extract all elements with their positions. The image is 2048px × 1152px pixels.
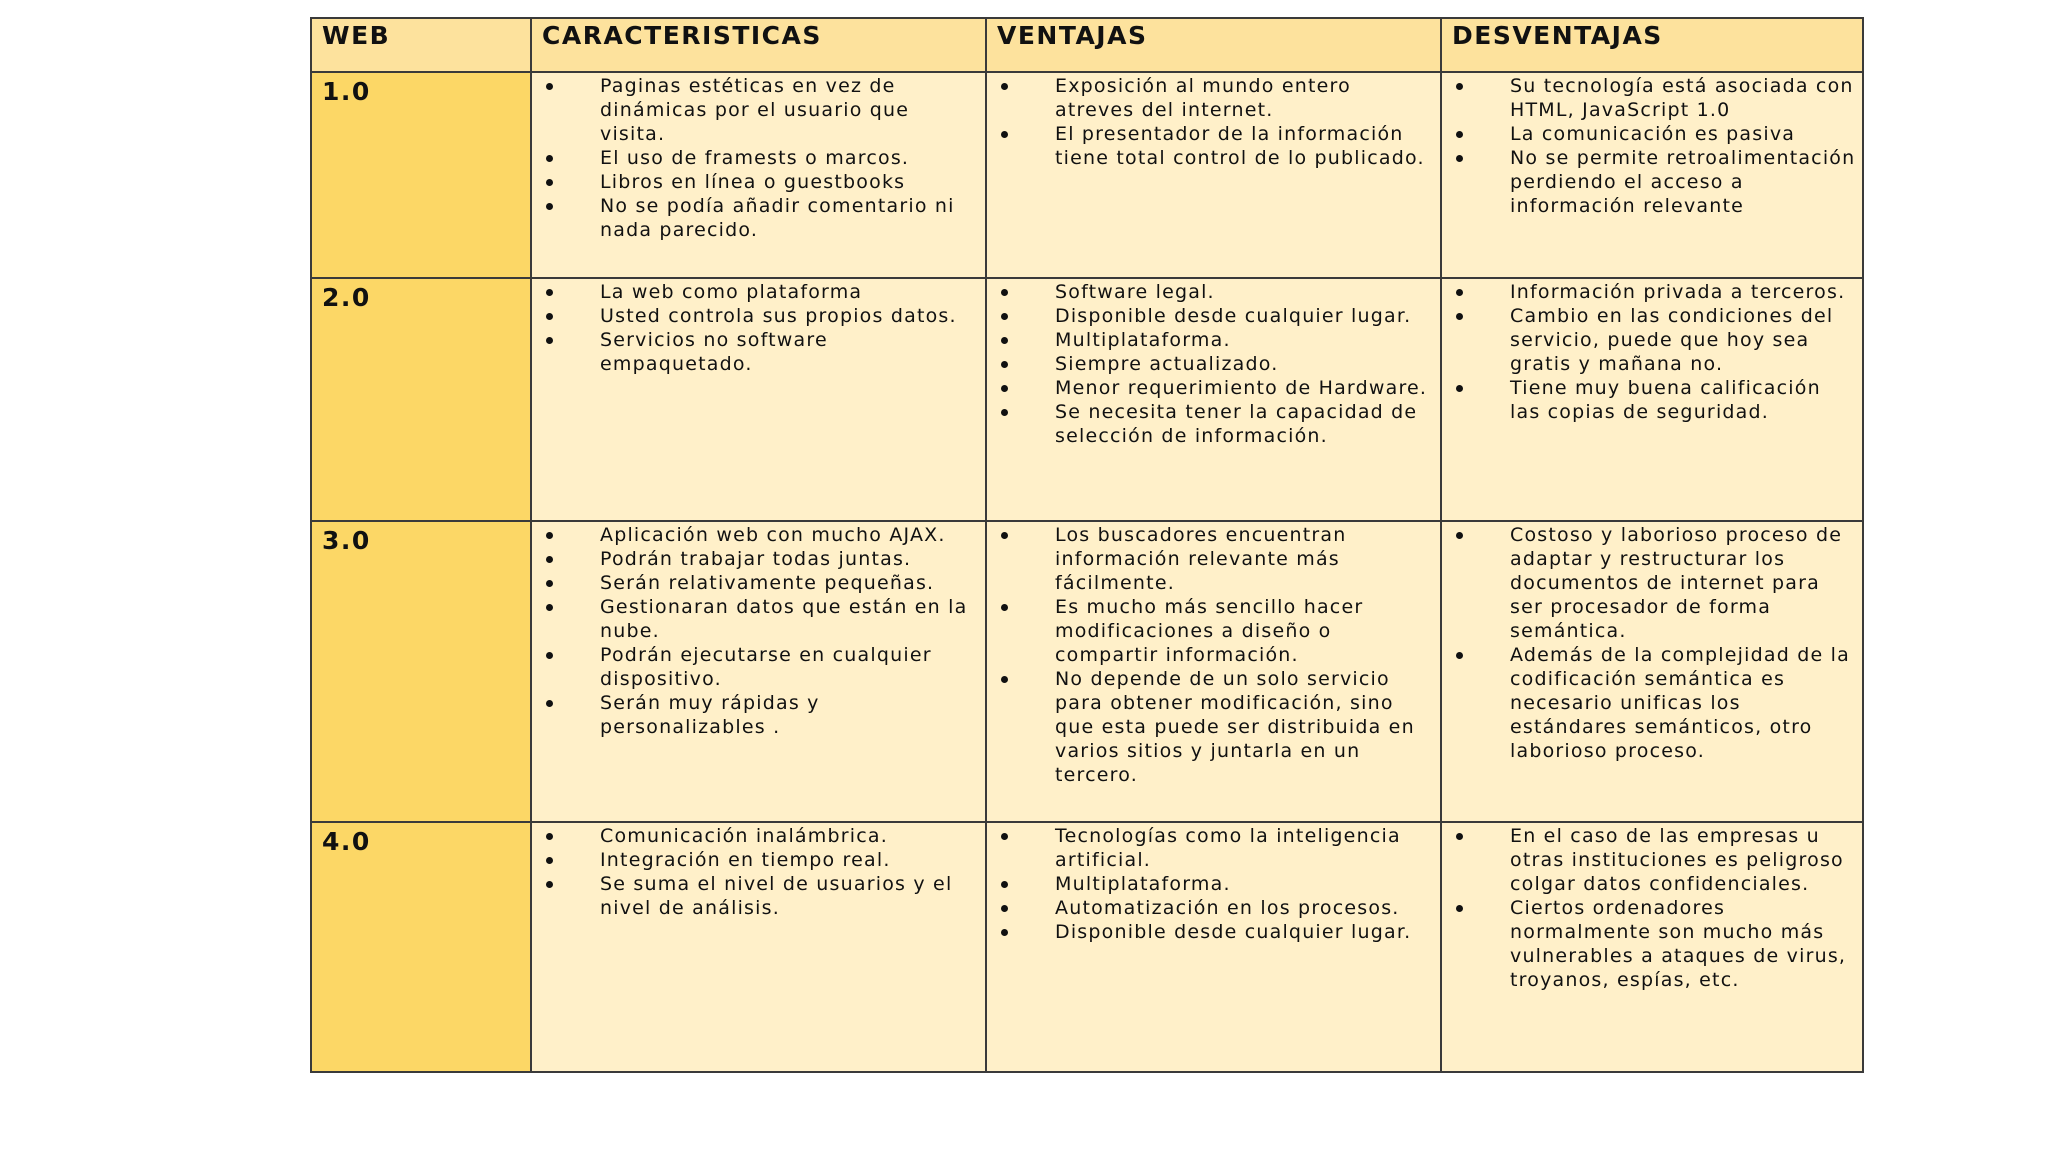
list-item: Siempre actualizado.	[987, 352, 1436, 376]
caracteristicas-cell	[531, 822, 986, 1072]
list-item: Además de la complejidad de la codificación semántica es necesario unificas los estándares semánticos, otro laborioso proceso.	[1442, 643, 1858, 763]
version-cell: 4.0	[311, 822, 531, 1072]
table-row	[311, 72, 1863, 278]
list-item: Usted controla sus propios datos.	[532, 304, 981, 328]
header-desventajas: DESVENTAJAS	[1441, 18, 1863, 72]
list-item: Software legal.	[987, 280, 1436, 304]
list-item: Exposición al mundo entero atreves del internet.	[987, 74, 1436, 122]
list-item: Disponible desde cualquier lugar.	[987, 920, 1436, 944]
caracteristicas-cell	[531, 521, 986, 822]
version-cell: 3.0	[311, 521, 531, 822]
list-item: Serán muy rápidas y personalizables .	[532, 691, 981, 739]
list-item: Servicios no software empaquetado.	[532, 328, 981, 376]
ventajas-cell	[986, 278, 1441, 521]
list-item: No depende de un solo servicio para obtener modificación, sino que esta puede ser distribuida en varios sitios y juntarla en un tercero.	[987, 667, 1436, 787]
desventajas-cell	[1441, 521, 1863, 822]
list-item: Es mucho más sencillo hacer modificaciones a diseño o compartir información.	[987, 595, 1436, 667]
list-item: El presentador de la información tiene total control de lo publicado.	[987, 122, 1436, 170]
list-item: Información privada a terceros.	[1442, 280, 1858, 304]
header-web: WEB	[311, 18, 531, 72]
caracteristicas-cell	[531, 278, 986, 521]
list-item: Se necesita tener la capacidad de selección de información.	[987, 400, 1436, 448]
header-caracteristicas: CARACTERISTICAS	[531, 18, 986, 72]
list-item: Comunicación inalámbrica.	[532, 824, 981, 848]
list-item: Costoso y laborioso proceso de adaptar y restructurar los documentos de internet para ser procesador de forma semántica.	[1442, 523, 1858, 643]
version-cell: 1.0	[311, 72, 531, 278]
list-item: Multiplataforma.	[987, 328, 1436, 352]
list-item: No se podía añadir comentario ni nada parecido.	[532, 194, 981, 242]
ventajas-cell	[986, 72, 1441, 278]
list-item: Paginas estéticas en vez de dinámicas por el usuario que visita.	[532, 74, 981, 146]
list-item: En el caso de las empresas u otras instituciones es peligroso colgar datos confidenciales.	[1442, 824, 1858, 896]
list-item: La comunicación es pasiva	[1442, 122, 1858, 146]
header-row	[311, 18, 1863, 72]
list-item: Gestionaran datos que están en la nube.	[532, 595, 981, 643]
list-item: Tecnologías como la inteligencia artificial.	[987, 824, 1436, 872]
list-item: Su tecnología está asociada con HTML, JavaScript 1.0	[1442, 74, 1858, 122]
ventajas-cell	[986, 822, 1441, 1072]
list-item: Multiplataforma.	[987, 872, 1436, 896]
list-item: Los buscadores encuentran información relevante más fácilmente.	[987, 523, 1436, 595]
table-row	[311, 521, 1863, 822]
version-cell: 2.0	[311, 278, 531, 521]
ventajas-cell	[986, 521, 1441, 822]
web-comparison-table	[310, 17, 1864, 1073]
list-item: Tiene muy buena calificación las copias de seguridad.	[1442, 376, 1858, 424]
list-item: Automatización en los procesos.	[987, 896, 1436, 920]
list-item: Podrán trabajar todas juntas.	[532, 547, 981, 571]
desventajas-cell	[1441, 278, 1863, 521]
desventajas-cell	[1441, 822, 1863, 1072]
list-item: Integración en tiempo real.	[532, 848, 981, 872]
list-item: Ciertos ordenadores normalmente son mucho más vulnerables a ataques de virus, troyanos, espías, etc.	[1442, 896, 1858, 992]
list-item: Menor requerimiento de Hardware.	[987, 376, 1436, 400]
list-item: El uso de framests o marcos.	[532, 146, 981, 170]
desventajas-cell	[1441, 72, 1863, 278]
list-item: Aplicación web con mucho AJAX.	[532, 523, 981, 547]
list-item: Cambio en las condiciones del servicio, puede que hoy sea gratis y mañana no.	[1442, 304, 1858, 376]
list-item: La web como plataforma	[532, 280, 981, 304]
list-item: Se suma el nivel de usuarios y el nivel de análisis.	[532, 872, 981, 920]
header-ventajas: VENTAJAS	[986, 18, 1441, 72]
table-row	[311, 822, 1863, 1072]
table-row	[311, 278, 1863, 521]
caracteristicas-cell	[531, 72, 986, 278]
list-item: Podrán ejecutarse en cualquier dispositivo.	[532, 643, 981, 691]
list-item: Libros en línea o guestbooks	[532, 170, 981, 194]
list-item: Serán relativamente pequeñas.	[532, 571, 981, 595]
list-item: Disponible desde cualquier lugar.	[987, 304, 1436, 328]
list-item: No se permite retroalimentación perdiendo el acceso a información relevante	[1442, 146, 1858, 218]
